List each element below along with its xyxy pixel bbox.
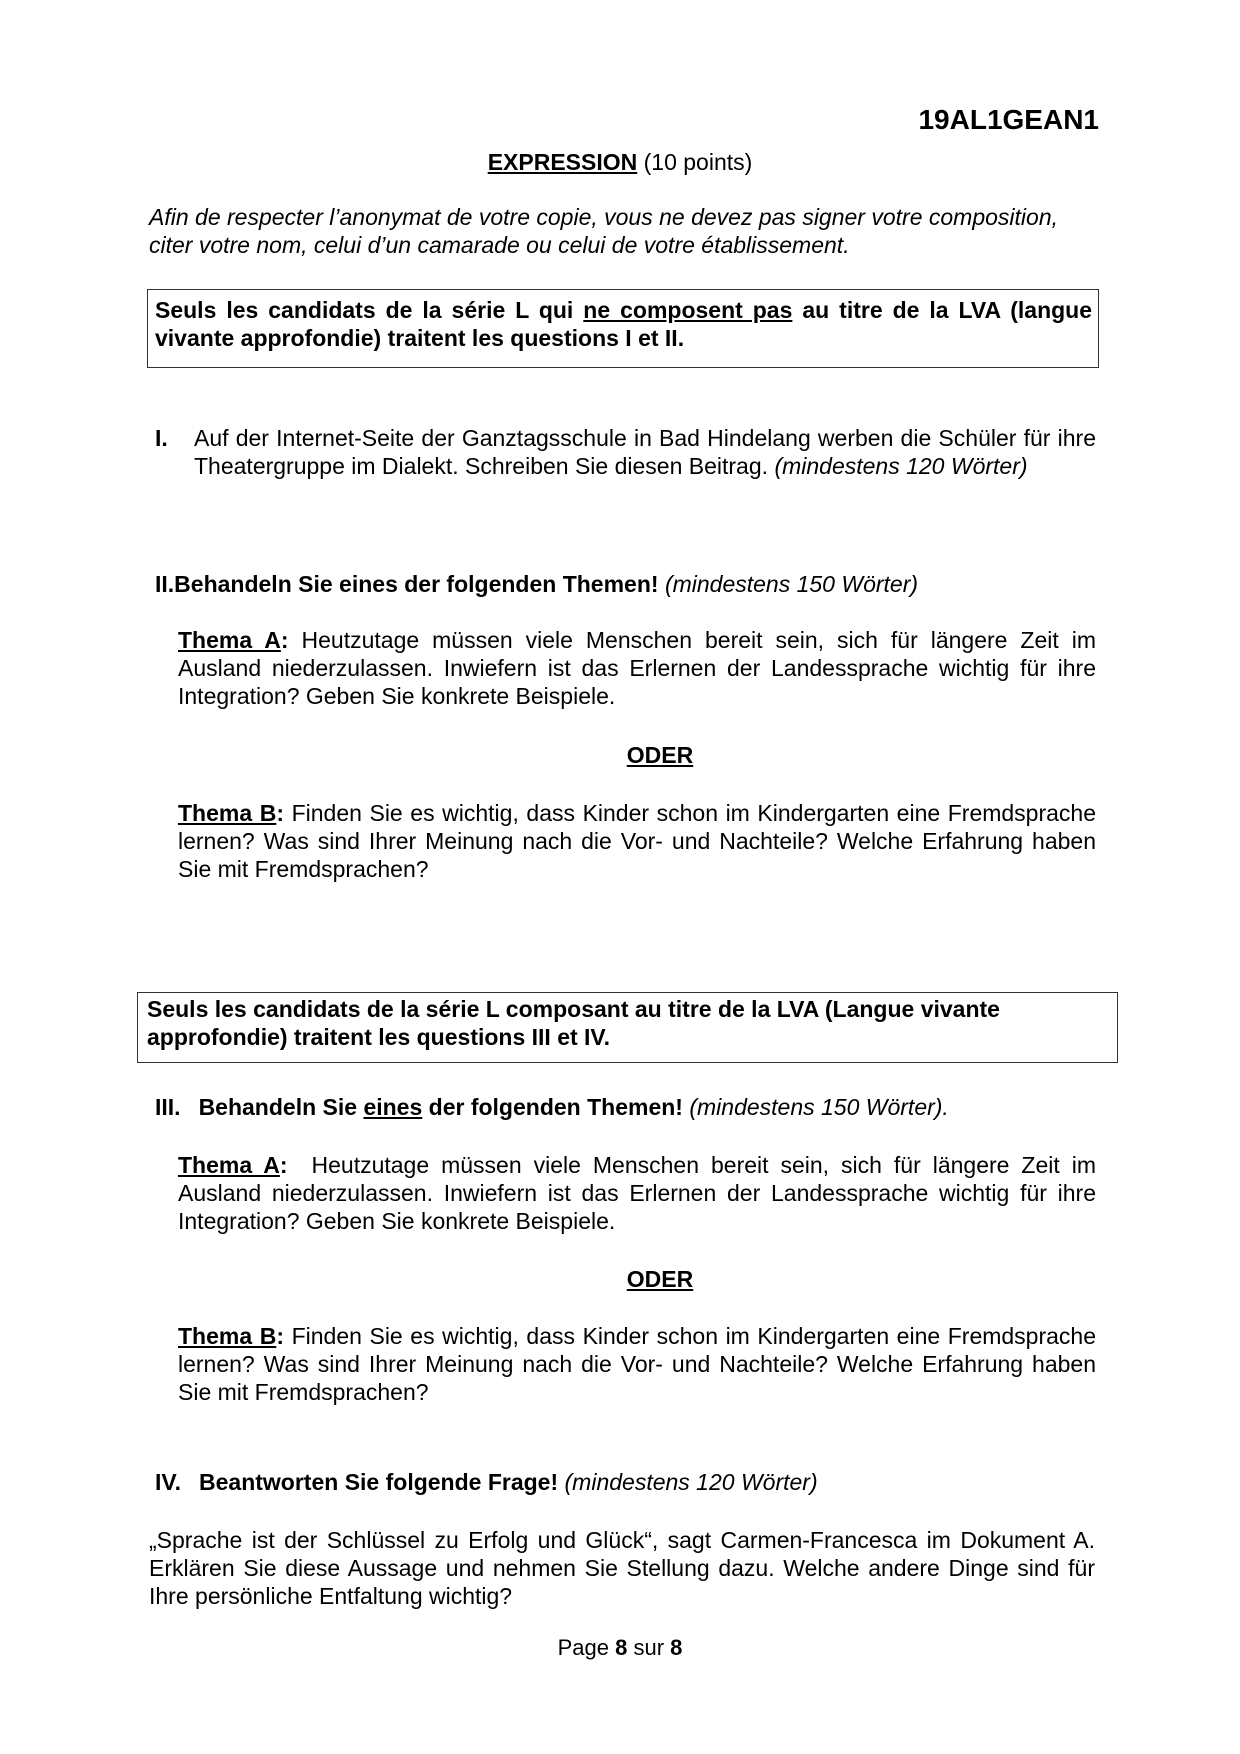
question-3-title-start: Behandeln Sie	[198, 1094, 364, 1120]
oder-separator-2: ODER	[626, 1266, 694, 1292]
question-3-thema-a: Thema A: Heutzutage müssen viele Menschen bereit sein, sich für längere Zeit im Ausland niederzulassen. Inwiefern ist das Erlernen der Landessprache wichtig für ihre Integration? Geben Sie konkrete Beispiele.	[178, 1152, 1097, 1234]
document-code: 19AL1GEAN1	[918, 104, 1099, 135]
question-3-hint: (mindestens 150 Wörter).	[689, 1094, 949, 1120]
expression-title: EXPRESSION	[487, 149, 638, 175]
question-4-text: „Sprache ist der Schlüssel zu Erfolg und Glück“, sagt Carmen-Francesca im Dokument A. Erklären Sie diese Aussage und nehmen Sie Stellung dazu. Welche andere Dinge sind für Ihre persönliche Entfaltung wichtig?	[149, 1527, 1095, 1609]
question-3-thema-b: Thema B: Finden Sie es wichtig, dass Kinder schon im Kindergarten eine Fremdsprache lernen? Was sind Ihrer Meinung nach die Vor- und Nachteile? Welche Erfahrung haben Sie mit Fremdsprachen?	[178, 1323, 1097, 1405]
page-sur: sur	[633, 1635, 665, 1660]
box1-underlined: ne composent pas	[583, 297, 793, 323]
question-4-heading	[155, 1468, 818, 1496]
question-2-hint: (mindestens 150 Wörter)	[664, 571, 919, 597]
thema-b-label: Thema B	[178, 800, 277, 826]
box1-text-end: au titre de la LVA (langue vivante approfondie) traitent les questions I et II.	[155, 297, 1093, 351]
expression-points: (10 points)	[643, 149, 753, 175]
question-2-thema-b: Thema B: Finden Sie es wichtig, dass Kinder schon im Kindergarten eine Fremdsprache lernen? Was sind Ihrer Meinung nach die Vor- und Nachteile? Welche Erfahrung haben Sie mit Fremdsprachen?	[178, 800, 1097, 882]
question-3-title-end: der folgenden Themen!	[422, 1094, 683, 1120]
question-1-text	[194, 424, 1096, 480]
question-2-title: Behandeln Sie eines der folgenden Themen!	[174, 571, 659, 597]
question-3-title-underlined: eines	[363, 1094, 423, 1120]
thema-a-text: Heutzutage müssen viele Menschen bereit sein, sich für längere Zeit im Ausland niederzulassen. Inwiefern ist das Erlernen der Landessprache wichtig für ihre Integration? Geben Sie konkrete Beispiele.	[178, 1152, 1097, 1234]
lva-notice-box-1	[147, 289, 1099, 368]
question-2-thema-a: Thema A: Heutzutage müssen viele Menschen bereit sein, sich für längere Zeit im Ausland niederzulassen. Inwiefern ist das Erlernen der Landessprache wichtig für ihre Integration? Geben Sie konkrete Beispiele.	[178, 627, 1096, 709]
question-1-hint: (mindestens 120 Wörter)	[774, 453, 1028, 479]
page-label: Page	[557, 1635, 609, 1660]
page-total: 8	[670, 1635, 683, 1660]
thema-b-text: Finden Sie es wichtig, dass Kinder schon im Kindergarten eine Fremdsprache lernen? Was sind Ihrer Meinung nach die Vor- und Nachteile? Welche Erfahrung haben Sie mit Fremdsprachen?	[178, 1323, 1097, 1405]
oder-separator-1: ODER	[626, 742, 694, 768]
thema-a-label: Thema A	[178, 627, 281, 653]
anonymity-instructions: Afin de respecter l’anonymat de votre copie, vous ne devez pas signer votre composition, citer votre nom, celui d’un camarade ou celui de votre établissement.	[149, 204, 1058, 258]
box1-text-start: Seuls les candidats de la série L qui	[155, 297, 584, 323]
question-4-hint: (mindestens 120 Wörter)	[564, 1469, 818, 1495]
question-4-title: Beantworten Sie folgende Frage!	[199, 1469, 559, 1495]
page-number: 8	[615, 1635, 628, 1660]
expression-heading	[0, 148, 1240, 176]
thema-b-label: Thema B	[178, 1323, 277, 1349]
thema-a-label: Thema A	[178, 1152, 280, 1178]
page-footer	[0, 1634, 1240, 1662]
question-3-heading	[155, 1093, 949, 1121]
thema-b-text: Finden Sie es wichtig, dass Kinder schon im Kindergarten eine Fremdsprache lernen? Was sind Ihrer Meinung nach die Vor- und Nachteile? Welche Erfahrung haben Sie mit Fremdsprachen?	[178, 800, 1097, 882]
question-3-number: III.	[155, 1094, 181, 1120]
lva-notice-box-2: Seuls les candidats de la série L composant au titre de la LVA (Langue vivante approfondie) traitent les questions III et IV.	[137, 992, 1118, 1063]
question-2-heading	[155, 570, 918, 598]
question-1-number: I.	[155, 425, 168, 451]
thema-a-text: Heutzutage müssen viele Menschen bereit sein, sich für längere Zeit im Ausland niederzulassen. Inwiefern ist das Erlernen der Landessprache wichtig für ihre Integration? Geben Sie konkrete Beispiele.	[178, 627, 1096, 709]
question-1-body: Auf der Internet-Seite der Ganztagsschule in Bad Hindelang werben die Schüler für ihre Theatergruppe im Dialekt. Schreiben Sie diesen Beitrag.	[194, 425, 1096, 479]
question-4-number: IV.	[155, 1469, 182, 1495]
question-2-number: II.	[155, 571, 175, 597]
